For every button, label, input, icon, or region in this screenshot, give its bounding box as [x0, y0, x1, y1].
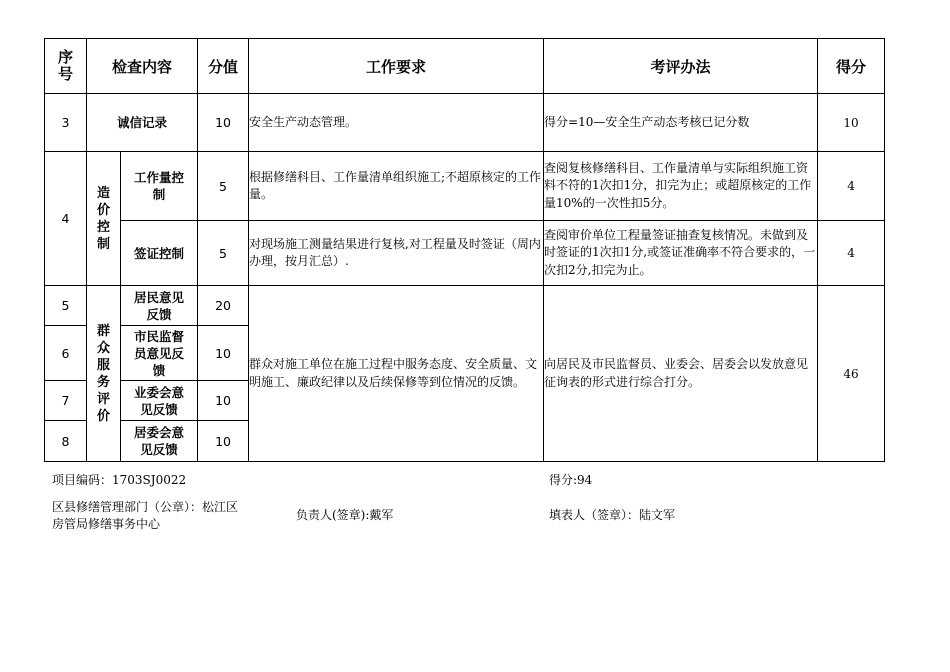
row-requirement: 根据修缮科目、工作量清单组织施工;不超原核定的工作量。	[249, 152, 544, 221]
table-row	[45, 152, 885, 221]
row-points: 10	[198, 326, 249, 381]
manager-signature: 负责人(签章):戴军	[296, 508, 394, 522]
filler-signature: 填表人（签章）：陆文军	[549, 508, 676, 522]
group-label: 造价控制	[87, 152, 121, 286]
row-seq: 5	[45, 286, 87, 326]
header-row	[45, 39, 885, 94]
row-method: 查阅审价单位工程量签证抽查复核情况。未做到及时签证的1次扣1分,或签证准确率不符合要求的，一次扣2分,扣完为止。	[544, 221, 818, 286]
header-content: 检查内容	[87, 39, 198, 94]
row-item: 诚信记录	[87, 94, 198, 152]
row-seq: 7	[45, 381, 87, 421]
row-points: 10	[198, 421, 249, 462]
row-points: 20	[198, 286, 249, 326]
row-seq: 8	[45, 421, 87, 462]
row-seq: 4	[45, 152, 87, 286]
row-item: 居民意见反馈	[121, 286, 198, 326]
row-requirement: 群众对施工单位在施工过程中服务态度、安全质量、文明施工、廉政纪律以及后续保修等到位情况的反馈。	[249, 286, 544, 462]
row-requirement: 对现场施工测量结果进行复核,对工程量及时签证（周内办理，按月汇总）.	[249, 221, 544, 286]
evaluation-table	[44, 38, 885, 462]
department-seal: 区县修缮管理部门（公章）：松江区房管局修缮事务中心	[52, 500, 239, 531]
row-item: 业委会意见反馈	[121, 381, 198, 421]
row-points: 10	[198, 381, 249, 421]
row-item: 市民监督员意见反馈	[121, 326, 198, 381]
group-label: 群众服务评价	[87, 286, 121, 462]
row-seq: 3	[45, 94, 87, 152]
row-method: 得分=10—安全生产动态考核已记分数	[544, 94, 818, 152]
row-score: 4	[818, 221, 885, 286]
row-item: 工作量控制	[121, 152, 198, 221]
row-points: 10	[198, 94, 249, 152]
table-row	[45, 286, 885, 326]
header-method: 考评办法	[544, 39, 818, 94]
row-requirement: 安全生产动态管理。	[249, 94, 544, 152]
row-points: 5	[198, 152, 249, 221]
table-row	[45, 221, 885, 286]
row-item: 居委会意见反馈	[121, 421, 198, 462]
header-requirement: 工作要求	[249, 39, 544, 94]
row-method: 向居民及市民监督员、业委会、居委会以发放意见征询表的形式进行综合打分。	[544, 286, 818, 462]
row-seq: 6	[45, 326, 87, 381]
row-score: 4	[818, 152, 885, 221]
project-code: 项目编码：1703SJ0022	[52, 473, 187, 487]
header-points: 分值	[198, 39, 249, 94]
row-method: 查阅复核修缮科目、工作量清单与实际组织施工资料不符的1次扣1分，扣完为止；或超原核定的工作量10%的一次性扣5分。	[544, 152, 818, 221]
total-score: 得分:94	[549, 473, 593, 487]
header-score: 得分	[818, 39, 885, 94]
row-score: 46	[818, 286, 885, 462]
table-row	[45, 94, 885, 152]
row-points: 5	[198, 221, 249, 286]
row-item: 签证控制	[121, 221, 198, 286]
header-seq: 序号	[45, 39, 87, 94]
row-score: 10	[818, 94, 885, 152]
